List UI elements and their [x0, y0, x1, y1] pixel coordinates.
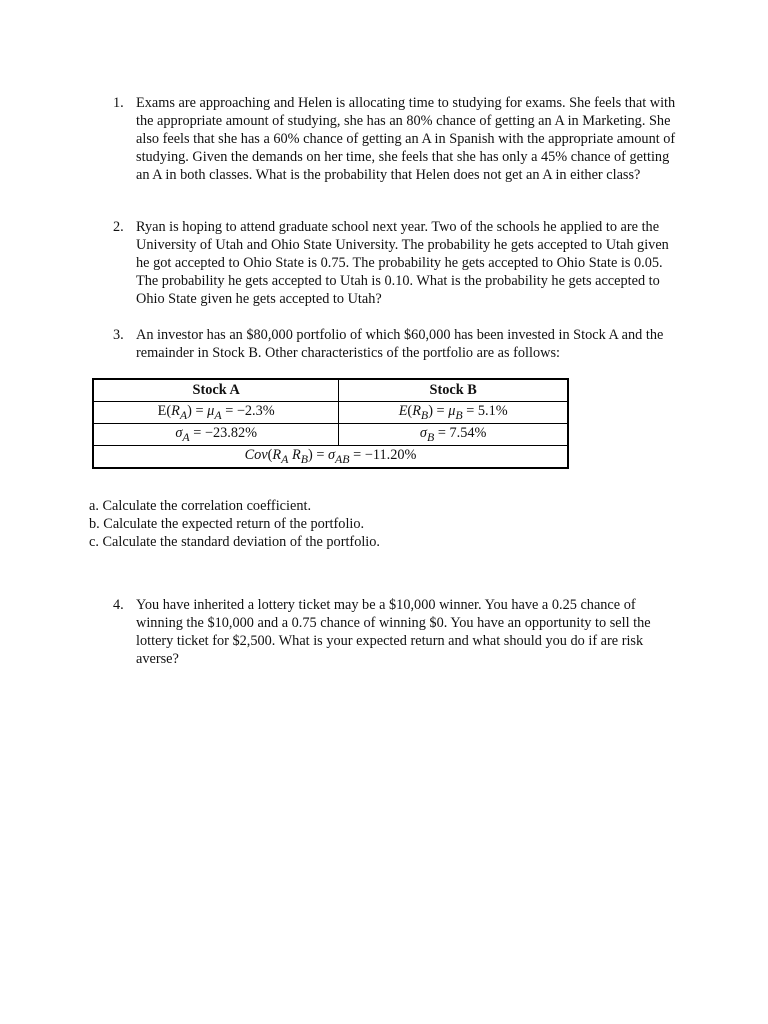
- table-row-mean: [93, 402, 568, 424]
- sd-a-cell: $\sigma_A = -23.82\%$: [93, 424, 339, 446]
- question-number: 3.: [113, 327, 124, 343]
- table-row-sd: [93, 424, 568, 446]
- question-number: 4.: [113, 597, 124, 613]
- portfolio-table: [92, 378, 569, 469]
- question-number: 2.: [113, 219, 124, 235]
- table-header-row: [93, 379, 568, 402]
- header-stock-a: Stock A: [93, 379, 339, 402]
- question-text: An investor has an $80,000 portfolio of which $60,000 has been invested in Stock A and the remainder in Stock B. Other characteristics of the portfolio are as follows:: [136, 327, 664, 361]
- part-c: c. Calculate the standard deviation of the portfolio.: [89, 534, 381, 550]
- mean-a-cell: $E(R_A) = \mu_A = -2.3\%$: [93, 402, 339, 424]
- header-stock-b: Stock B: [339, 379, 568, 402]
- cov-cell: $Cov(R_A$ $R_B) = \sigma_{AB} = -11.20\%$: [93, 446, 568, 469]
- question-3-parts: [89, 497, 380, 551]
- question-text: You have inherited a lottery ticket may be a $10,000 winner. You have a 0.25 chance of winning the $10,000 and a 0.75 chance of winning $0. You have an opportunity to sell the lottery ticket for $2,500. What is your expected return and what should you do if are risk averse?: [136, 597, 651, 667]
- cov-value: −11.20%: [364, 446, 417, 463]
- part-b: b. Calculate the expected return of the portfolio.: [89, 516, 365, 532]
- mean-b-value: 5.1%: [477, 402, 508, 419]
- table-row-cov: [93, 446, 568, 469]
- question-number: 1.: [113, 95, 124, 111]
- sd-a-value: −23.82%: [204, 424, 258, 441]
- question-text: Ryan is hoping to attend graduate school next year. Two of the schools he applied to are the University of Utah and Ohio State University. The probability he gets accepted to Utah given he got accepted to Ohio State is 0.75. The probability he gets accepted to Ohio State is 0.05. The probability he gets accepted to Utah is 0.10. What is the probability he gets accepted to Ohio State given he gets accepted to Utah?: [136, 219, 669, 307]
- mean-a-value: −2.3%: [236, 402, 275, 419]
- question-text: Exams are approaching and Helen is allocating time to studying for exams. She feels that with the appropriate amount of studying, she has an 80% chance of getting an A in Marketing. She also feels that she has a 60% chance of getting an A in Spanish with the appropriate amount of studying. Given the demands on her time, she feels that she has only a 45% chance of getting an A in both classes. What is the probability that Helen does not get an A in either class?: [136, 95, 676, 183]
- mean-b-cell: $E(R_B) = \mu_B = 5.1\%$: [339, 402, 568, 424]
- sd-b-value: 7.54%: [449, 424, 487, 441]
- part-a: a. Calculate the correlation coefficient.: [89, 498, 312, 514]
- sd-b-cell: $\sigma_B = 7.54\%$: [339, 424, 568, 446]
